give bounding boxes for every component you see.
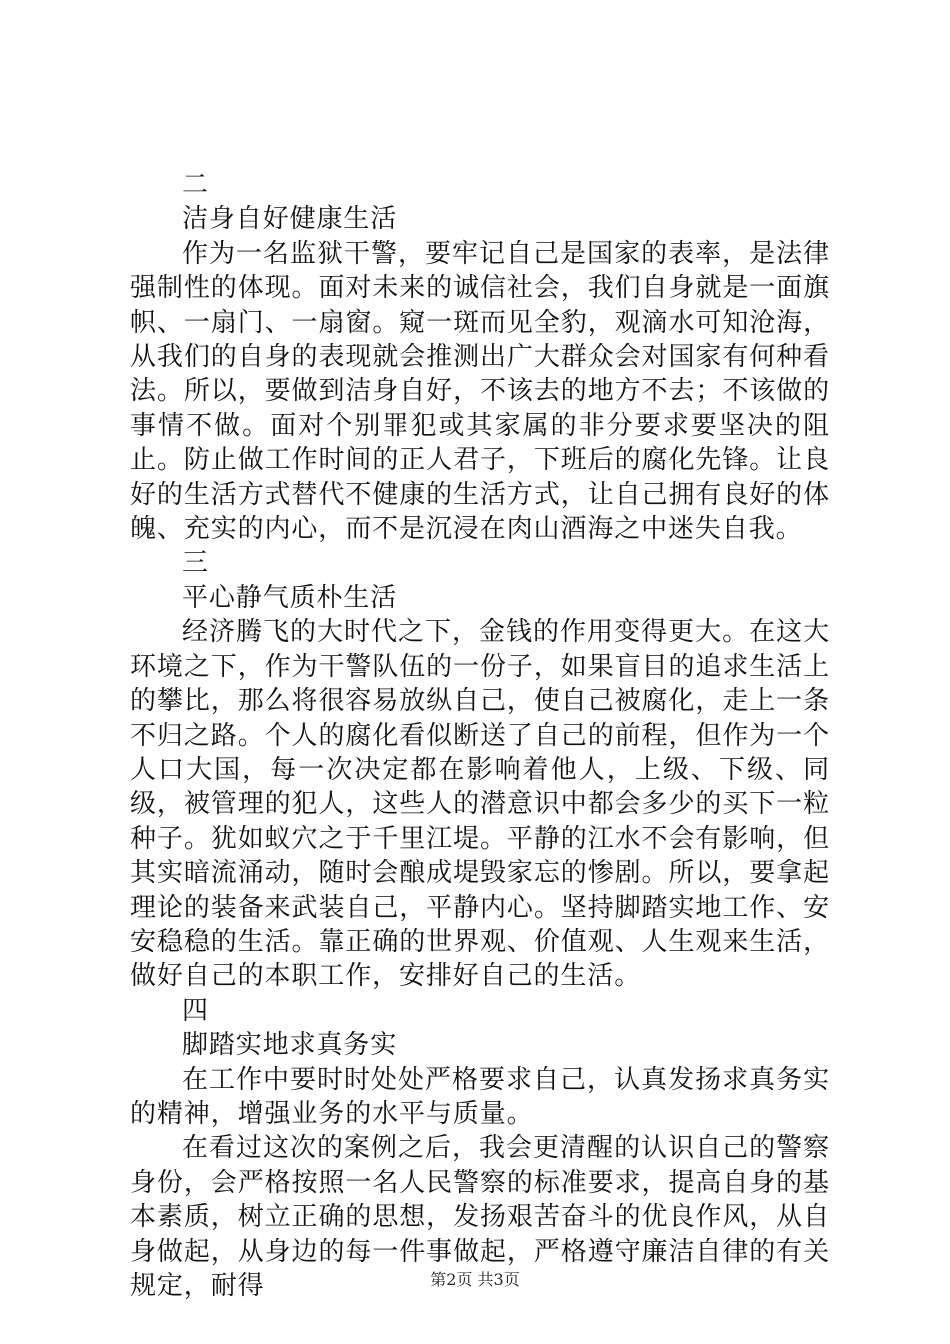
section-heading: 脚踏实地求真务实 xyxy=(182,1030,398,1061)
page-number-footer: 第2页 共3页 xyxy=(430,1270,520,1289)
body-paragraph: 作为一名监狱干警，要牢记自己是国家的表率，是法律强制性的体现。面对未来的诚信社会，我们自身就是一面旗帜、一扇门、一扇窗。窥一斑而见全豹，观滴水可知沧海，从我们的自身的表现就会推测出广大群众会对国家有何种看法。所以，要做到洁身自好，不该去的地方不去；不该做的事情不做。面对个别罪犯或其家属的非分要求要坚决的阻止。防止做工作时间的正人君子，下班后的腐化先锋。让良好的生活方式替代不健康的生活方式，让自己拥有良好的体魄、充实的内心，而不是沉浸在肉山酒海之中迷失自我。 xyxy=(130,238,830,545)
section-number: 三 xyxy=(182,548,209,579)
body-paragraph: 在看过这次的案例之后，我会更清醒的认识自己的警察身份，会严格按照一名人民警察的标准要求，提高自身的基本素质，树立正确的思想，发扬艰苦奋斗的优良作风，从自身做起，从身边的每一件事做起，严格遵守廉洁自律的有关规定，耐得 xyxy=(130,1133,830,1301)
section-number: 四 xyxy=(182,995,209,1026)
body-paragraph: 在工作中要时时处处严格要求自己，认真发扬求真务实的精神，增强业务的水平与质量。 xyxy=(130,1064,830,1129)
section-number: 二 xyxy=(182,170,209,200)
document-body xyxy=(130,168,830,1303)
section-heading: 洁身自好健康生活 xyxy=(182,204,398,235)
body-paragraph: 经济腾飞的大时代之下，金钱的作用变得更大。在这大环境之下，作为干警队伍的一份子，如果盲目的追求生活上的攀比，那么将很容易放纵自己，使自己被腐化，走上一条不归之路。个人的腐化看似断送了自己的前程，但作为一个人口大国，每一次决定都在影响着他人，上级、下级、同级，被管理的犯人，这些人的潜意识中都会多少的买下一粒种子。犹如蚁穴之于千里江堤。平静的江水不会有影响，但其实暗流涌动，随时会酿成堤毁家忘的惨剧。所以，要拿起理论的装备来武装自己，平静内心。坚持脚踏实地工作、安安稳稳的生活。靠正确的世界观、价值观、人生观来生活，做好自己的本职工作，安排好自己的生活。 xyxy=(130,617,830,992)
section-heading: 平心静气质朴生活 xyxy=(182,582,398,613)
